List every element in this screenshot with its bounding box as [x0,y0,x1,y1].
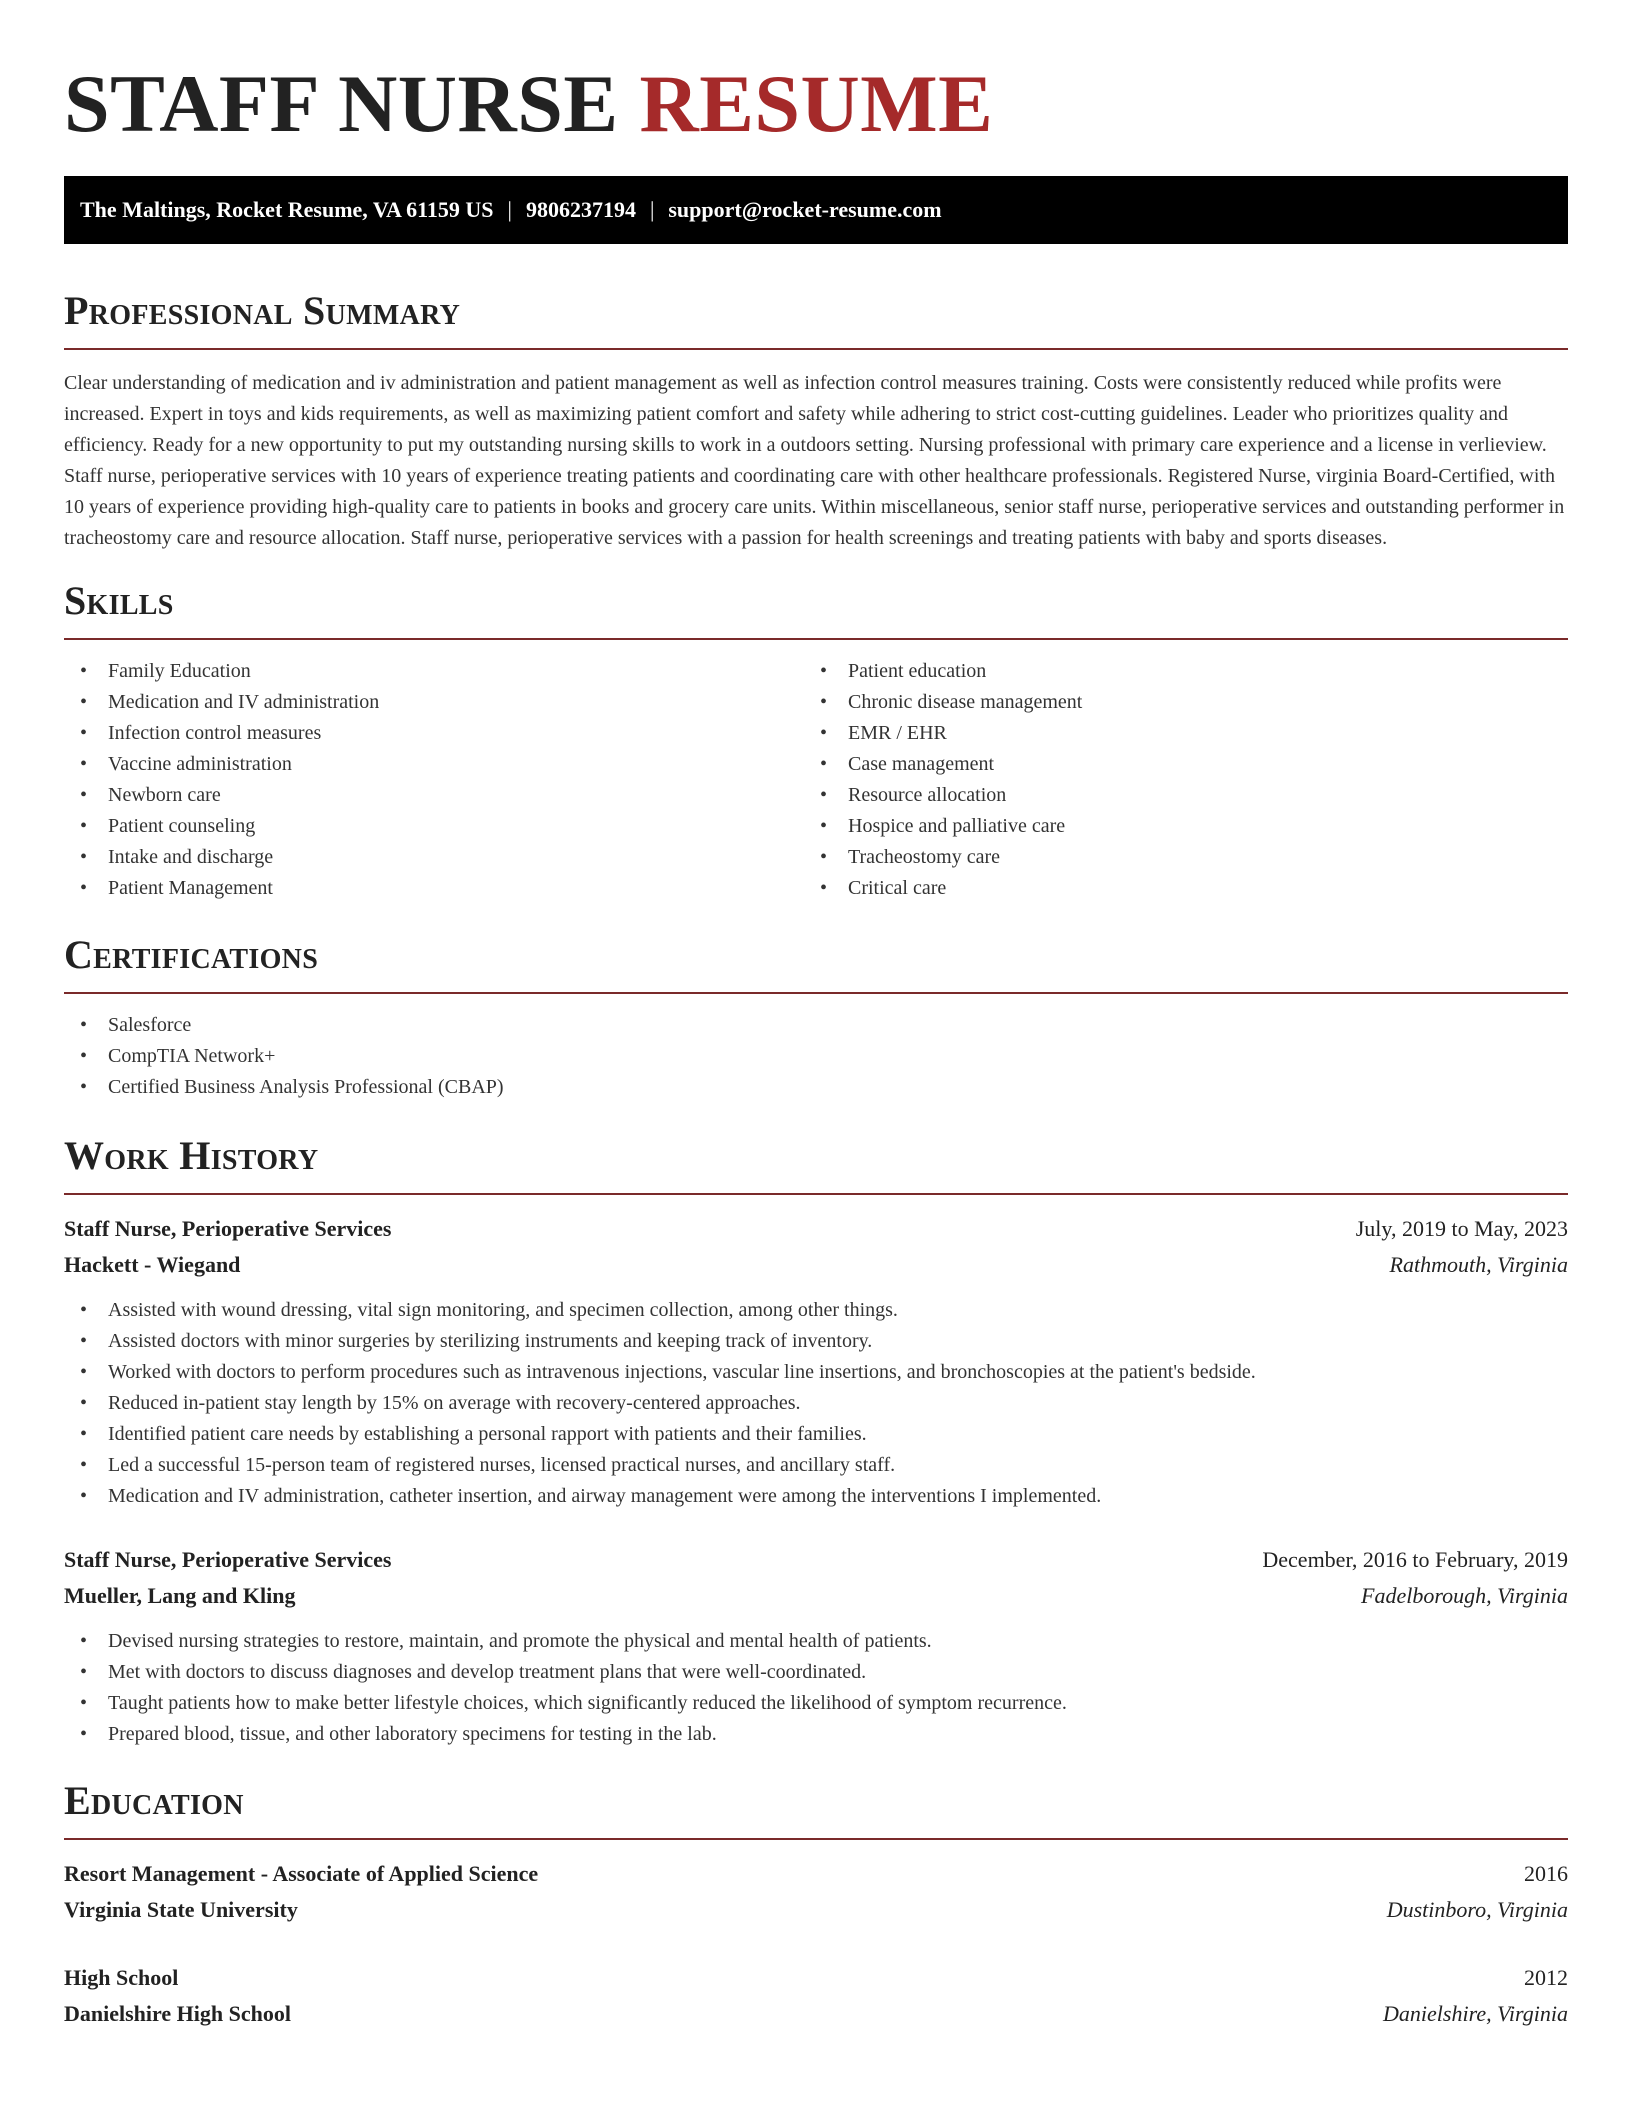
job-dates: December, 2016 to February, 2019 [1262,1547,1568,1572]
job-bullet: • Met with doctors to discuss diagnoses and develop treatment plans that were well-coordinated. [64,1657,1568,1688]
job-entry [64,1542,1568,1750]
skill-item: • Critical care [804,873,1544,904]
skill-item: • Medication and IV administration [64,687,804,718]
section-skills [64,578,1568,904]
job-bullet: • Reduced in-patient stay length by 15% on average with recovery-centered approaches. [64,1388,1568,1419]
section-divider [64,1193,1568,1195]
certification-item: • Certified Business Analysis Professional (CBAP) [64,1072,1568,1103]
skills-list-right [804,656,1544,904]
job-bullet: • Identified patient care needs by establishing a personal rapport with patients and their families. [64,1419,1568,1450]
skill-item: • EMR / EHR [804,718,1544,749]
section-education [64,1778,1568,2032]
section-heading-summary: Professional Summary [64,288,461,333]
skill-item: • Patient Management [64,873,804,904]
education-entry [64,1856,1568,1928]
job-bullets [64,1295,1568,1512]
job-company: Hackett - Wiegand [64,1252,241,1277]
job-header-row [64,1211,1568,1247]
job-dates: July, 2019 to May, 2023 [1355,1216,1568,1241]
skill-item: • Hospice and palliative care [804,811,1544,842]
education-degree-row [64,1960,1568,1996]
education-school: Danielshire High School [64,2001,291,2026]
job-bullet: • Medication and IV administration, catheter insertion, and airway management were among the interventions I implemented. [64,1481,1568,1512]
skill-item: • Resource allocation [804,780,1544,811]
job-company-row [64,1578,1568,1614]
education-school: Virginia State University [64,1897,298,1922]
skill-item: • Patient education [804,656,1544,687]
certification-item: • Salesforce [64,1010,1568,1041]
section-heading-work: Work History [64,1133,319,1178]
job-header-row [64,1542,1568,1578]
skill-item: • Vaccine administration [64,749,804,780]
education-degree-row [64,1856,1568,1892]
skills-column-left [64,656,804,904]
resume-title [64,0,1568,158]
section-certifications [64,932,1568,1103]
education-degree: High School [64,1965,179,1990]
skills-grid [64,656,1568,904]
resume-page [64,0,1568,2032]
contact-phone: 9806237194 [525,197,636,222]
section-work-history [64,1133,1568,1750]
job-location: Fadelborough, Virginia [1361,1583,1568,1608]
skill-item: • Chronic disease management [804,687,1544,718]
job-bullet: • Devised nursing strategies to restore, maintain, and promote the physical and mental health of patients. [64,1626,1568,1657]
skills-list-left [64,656,804,904]
title-accent: RESUME [639,58,994,149]
certifications-list [64,1010,1568,1103]
job-bullet: • Led a successful 15-person team of registered nurses, licensed practical nurses, and ancillary staff. [64,1450,1568,1481]
skill-item: • Infection control measures [64,718,804,749]
job-company: Mueller, Lang and Kling [64,1583,296,1608]
job-title: Staff Nurse, Perioperative Services [64,1547,392,1572]
section-heading-skills: Skills [64,578,174,623]
job-bullet: • Prepared blood, tissue, and other laboratory specimens for testing in the lab. [64,1719,1568,1750]
job-bullet: • Assisted doctors with minor surgeries by sterilizing instruments and keeping track of inventory. [64,1326,1568,1357]
education-location: Dustinboro, Virginia [1386,1897,1568,1922]
title-main: STAFF NURSE [64,58,619,149]
job-bullet: • Assisted with wound dressing, vital sign monitoring, and specimen collection, among other things. [64,1295,1568,1326]
contact-bar [64,176,1568,244]
section-divider [64,1838,1568,1840]
skill-item: • Family Education [64,656,804,687]
section-heading-education: Education [64,1778,244,1823]
job-location: Rathmouth, Virginia [1389,1252,1568,1277]
job-bullet: • Worked with doctors to perform procedures such as intravenous injections, vascular line insertions, and bronchoscopies at the patient's bedside. [64,1357,1568,1388]
job-company-row [64,1247,1568,1283]
contact-email: support@rocket-resume.com [668,197,942,222]
section-divider [64,992,1568,994]
skill-item: • Case management [804,749,1544,780]
education-year: 2012 [1524,1965,1568,1990]
job-entry [64,1211,1568,1512]
skill-item: • Patient counseling [64,811,804,842]
education-school-row [64,1892,1568,1928]
contact-address: The Maltings, Rocket Resume, VA 61159 US [80,197,494,222]
education-school-row [64,1996,1568,2032]
job-bullet: • Taught patients how to make better lifestyle choices, which significantly reduced the likelihood of symptom recurrence. [64,1688,1568,1719]
certification-item: • CompTIA Network+ [64,1041,1568,1072]
section-divider [64,638,1568,640]
education-entry [64,1960,1568,2032]
skill-item: • Intake and discharge [64,842,804,873]
job-title: Staff Nurse, Perioperative Services [64,1216,392,1241]
skills-column-right [804,656,1544,904]
education-year: 2016 [1524,1861,1568,1886]
contact-separator: | [507,197,512,222]
contact-separator: | [649,197,655,222]
summary-text: Clear understanding of medication and iv administration and patient management as well as infection control measures training. Costs were consistently reduced while profits were increased. Expert in toys and kids requirements, as well as maximizing patient comfort and safety while adhering to strict cost-cutting guidelines. Leader who prioritizes quality and efficiency. Ready for a new opportunity to put my outstanding nursing skills to work in a outdoors setting. Nursing professional with primary care experience and a license in verlieview. Staff nurse, perioperative services with 10 years of experience treating patients and coordinating care with other healthcare professionals. Registered Nurse, virginia Board-Certified, with 10 years of experience providing high-quality care to patients in books and grocery care units. Within miscellaneous, senior staff nurse, perioperative services and outstanding performer in tracheostomy care and resource allocation. Staff nurse, perioperative services with a passion for health screenings and treating patients with baby and sports diseases. [64,372,1565,549]
section-heading-certifications: Certifications [64,932,319,977]
job-bullets [64,1626,1568,1750]
skill-item: • Tracheostomy care [804,842,1544,873]
section-divider [64,348,1568,350]
section-summary [64,288,1568,554]
skill-item: • Newborn care [64,780,804,811]
education-location: Danielshire, Virginia [1383,2001,1568,2026]
education-degree: Resort Management - Associate of Applied Science [64,1861,539,1886]
